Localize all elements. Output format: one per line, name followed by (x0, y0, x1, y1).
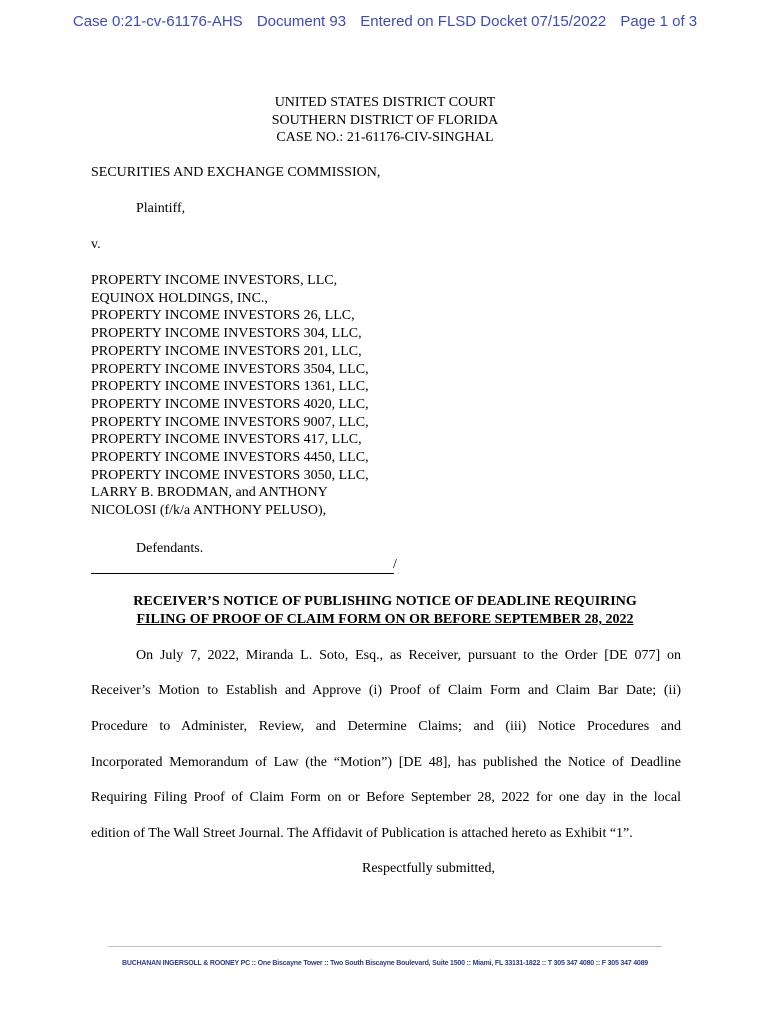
body-line: On July 7, 2022, Miranda L. Soto, Esq., as Receiver, pursuant to the Order [DE 077] on (136, 648, 681, 663)
defendant-line: PROPERTY INCOME INVESTORS 4450, LLC, (91, 450, 369, 466)
defendant-line: EQUINOX HOLDINGS, INC., (91, 290, 268, 306)
defendant-line: PROPERTY INCOME INVESTORS 201, LLC, (91, 343, 362, 359)
versus: v. (91, 237, 101, 252)
ecf-header (0, 13, 770, 30)
plaintiff-role: Plaintiff, (136, 201, 186, 216)
defendant-line: PROPERTY INCOME INVESTORS 4020, LLC, (91, 396, 369, 412)
body-line: Requiring Filing Proof of Claim Form on or Before September 28, 2022 for one day in the local (91, 790, 681, 805)
defendant-line: PROPERTY INCOME INVESTORS 3050, LLC, (91, 467, 369, 483)
document-title (0, 593, 770, 629)
defendant-line: PROPERTY INCOME INVESTORS 9007, LLC, (91, 414, 369, 430)
firm-footer: BUCHANAN INGERSOLL & ROONEY PC :: One Biscayne Tower :: Two South Biscayne Boulevard, Suite 1500 :: Miami, FL 33131-1822 :: T 305 347 4080 :: F 305 347 4089 (122, 960, 648, 967)
court-caption (0, 94, 770, 147)
court-name: UNITED STATES DISTRICT COURT (274, 95, 496, 110)
plaintiff-name: SECURITIES AND EXCHANGE COMMISSION, (91, 165, 381, 180)
signoff: Respectfully submitted, (362, 861, 495, 876)
header-page: Page 1 of 3 (620, 13, 698, 30)
defendant-line: PROPERTY INCOME INVESTORS 3504, LLC, (91, 361, 369, 377)
defendants-role: Defendants. (136, 541, 204, 556)
body-line: Receiver’s Motion to Establish and Approve (i) Proof of Claim Form and Claim Bar Date; (ii) (91, 683, 681, 698)
district-name: SOUTHERN DISTRICT OF FLORIDA (271, 112, 499, 128)
defendant-line: LARRY B. BRODMAN, and ANTHONY (91, 485, 328, 501)
footer-rule (108, 946, 662, 947)
body-line: edition of The Wall Street Journal. The Affidavit of Publication is attached hereto as Exhibit “1”. (91, 826, 633, 841)
header-entered: Entered on FLSD Docket 07/15/2022 (360, 13, 607, 30)
defendant-line: PROPERTY INCOME INVESTORS 417, LLC, (91, 432, 362, 448)
header-document: Document 93 (256, 13, 347, 30)
defendant-line: PROPERTY INCOME INVESTORS 1361, LLC, (91, 379, 369, 395)
defendant-line: PROPERTY INCOME INVESTORS, LLC, (91, 273, 338, 288)
title-line-1: RECEIVER’S NOTICE OF PUBLISHING NOTICE OF DEADLINE REQUIRING (133, 594, 637, 609)
caption-rule (91, 573, 394, 574)
title-line-2: FILING OF PROOF OF CLAIM FORM ON OR BEFORE SEPTEMBER 28, 2022 (136, 612, 634, 627)
header-case: Case 0:21-cv-61176-AHS (72, 13, 243, 30)
defendant-line: PROPERTY INCOME INVESTORS 304, LLC, (91, 326, 362, 342)
caption-slash: / (393, 557, 397, 572)
body-line: Procedure to Administer, Review, and Determine Claims; and (iii) Notice Procedures and (91, 719, 681, 734)
body-line: Incorporated Memorandum of Law (the “Motion”) [DE 48], has published the Notice of Deadline (91, 755, 681, 770)
defendant-line: PROPERTY INCOME INVESTORS 26, LLC, (91, 308, 355, 324)
defendant-line: NICOLOSI (f/k/a ANTHONY PELUSO), (91, 503, 327, 519)
defendants-list (91, 272, 369, 520)
case-number: CASE NO.: 21-61176-CIV-SINGHAL (276, 130, 494, 145)
